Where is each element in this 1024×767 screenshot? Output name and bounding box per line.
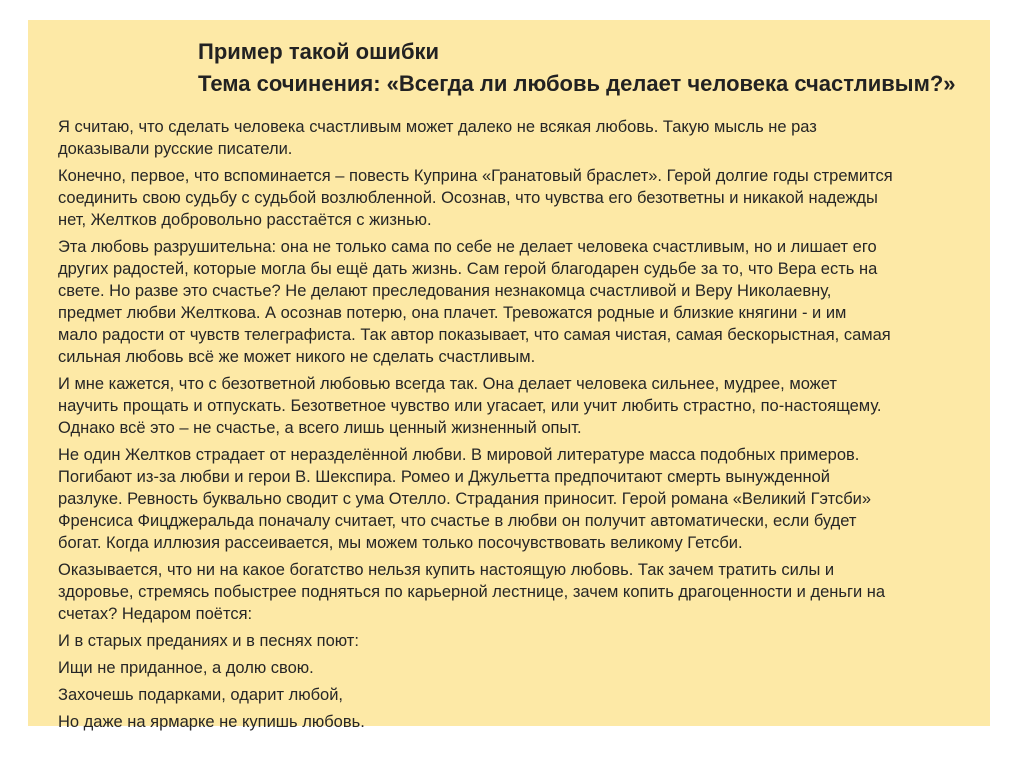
slide-title	[198, 36, 978, 100]
title-line-1: Пример такой ошибки	[198, 39, 440, 64]
paragraph: Я считаю, что сделать человека счастливым может далеко не всякая любовь. Такую мысль не раз доказывали русские писатели.	[58, 118, 817, 158]
paragraph: Эта любовь разрушительна: она не только сама по себе не делает человека счастливым, но и лишает его других радостей, которые могла бы ещё дать жизнь. Сам герой благодарен судьбе за то, что Вера есть на свете. Но разве это счастье? Не делают преследования незнакомца счастливой и Веру Николаевну, предмет любви Желткова. А осознав потерю, она плачет. Тревожатся родные и близкие княгини - и им мало радости от чувств телеграфиста. Так автор показывает, что самая чистая, самая бескорыстная, самая сильная любовь всё же может никого не сделать счастливым.	[58, 238, 891, 366]
poem-line: Но даже на ярмарке не купишь любовь.	[58, 713, 365, 731]
paragraph: Оказывается, что ни на какое богатство нельзя купить настоящую любовь. Так зачем тратить силы и здоровье, стремясь побыстрее подняться по карьерной лестнице, зачем копить драгоценности и деньги на счетах? Недаром поётся:	[58, 561, 886, 623]
essay-body	[58, 116, 978, 738]
paragraph: Конечно, первое, что вспоминается – повесть Куприна «Гранатовый браслет». Герой долгие годы стремится соединить свою судьбу с судьбой возлюбленной. Осознав, что чувства его безответны и никакой надежды нет, Желтков добровольно расстаётся с жизнью.	[58, 167, 893, 229]
paragraph: И мне кажется, что с безответной любовью всегда так. Она делает человека сильнее, мудрее, может научить прощать и отпускать. Безответное чувство или угасает, или учит любить страстно, по-настоящему. Однако всё это – не счастье, а всего лишь ценный жизненный опыт.	[58, 375, 882, 437]
paragraph: Не один Желтков страдает от неразделённой любви. В мировой литературе масса подобных примеров. Погибают из-за любви и герои В. Шекспира. Ромео и Джульетта предпочитают смерть вынужденной разлуке. Ревность буквально сводит с ума Отелло. Страдания приносит. Герой романа «Великий Гэтсби» Френсиса Фицджеральда поначалу считает, что счастье в любви он получит автоматически, если будет богат. Когда иллюзия рассеивается, мы можем только посочувствовать великому Гетсби.	[58, 446, 872, 552]
poem-line: Захочешь подарками, одарит любой,	[58, 686, 344, 704]
slide	[28, 20, 990, 731]
title-line-2: Тема сочинения: «Всегда ли любовь делает человека счастливым?»	[198, 71, 956, 96]
poem-line: Ищи не приданное, а долю свою.	[58, 659, 314, 677]
poem-line: И в старых преданиях и в песнях поют:	[58, 632, 359, 650]
